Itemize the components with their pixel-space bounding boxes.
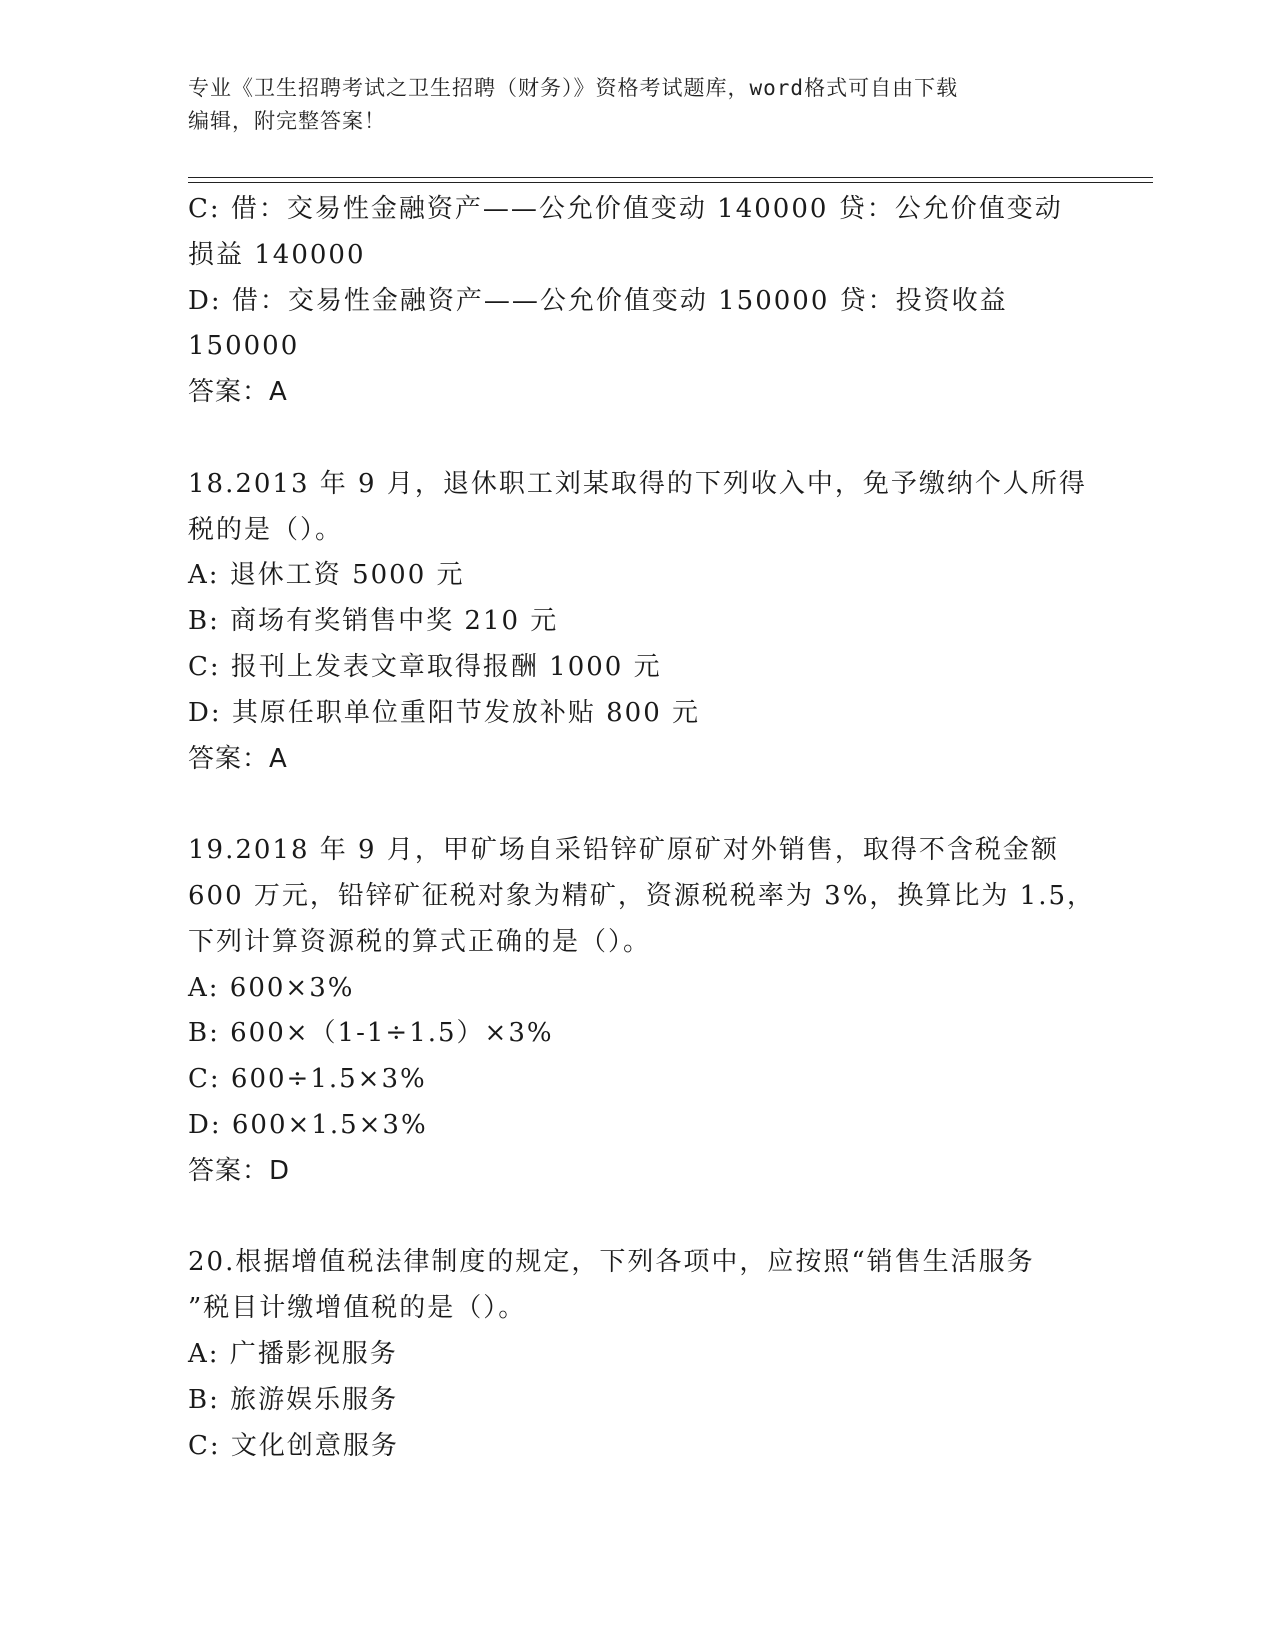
question-stem-line-2: 600 万元，铅锌矿征税对象为精矿，资源税税率为 3%，换算比为 1.5， [188,880,1096,911]
option-d-line-1: D: 借：交易性金融资产——公允价值变动 150000 贷：投资收益 [188,285,1008,316]
previous-question [188,187,1108,416]
option-a: A: 600×3% [188,972,355,1003]
spacer [188,1195,1108,1241]
option-a: A: 广播影视服务 [188,1338,398,1369]
option-d: D: 其原任职单位重阳节发放补贴 800 元 [188,697,701,728]
option-c-line-2: 损益 140000 [188,239,366,270]
spacer [188,416,1108,462]
header-divider-bottom [188,182,1153,183]
question-stem-line-2: ”税目计缴增值税的是（）。 [188,1293,527,1324]
answer-text: 答案：D [188,1155,291,1186]
header-divider-top [188,177,1153,178]
question-stem-line-3: 下列计算资源税的算式正确的是（）。 [188,926,652,957]
question-18 [188,462,1108,783]
question-19 [188,828,1108,1194]
question-stem-line-1: 19.2018 年 9 月，甲矿场自采铅锌矿原矿对外销售，取得不含税金额 [188,835,1059,866]
answer-text: 答案：A [188,743,288,774]
header-line-2: 编辑，附完整答案！ [188,109,386,133]
option-b: B: 商场有奖销售中奖 210 元 [188,606,559,637]
spacer [188,782,1108,828]
option-c-line-1: C: 借：交易性金融资产——公允价值变动 140000 贷：公允价值变动 [188,194,1063,224]
answer-text: 答案：A [188,377,288,408]
option-a: A: 退休工资 5000 元 [188,560,465,591]
option-d: D: 600×1.5×3% [188,1109,428,1140]
option-c: C: 文化创意服务 [188,1430,399,1461]
question-stem-line-1: 20.根据增值税法律制度的规定，下列各项中，应按照“销售生活服务 [188,1247,1035,1278]
document-header [188,72,1088,138]
option-c: C: 报刊上发表文章取得报酬 1000 元 [188,651,662,682]
question-content [188,187,1108,1469]
option-c: C: 600÷1.5×3% [188,1064,427,1095]
header-line-1: 专业《卫生招聘考试之卫生招聘（财务）》资格考试题库，word格式可自由下载 [188,76,959,100]
question-20 [188,1240,1108,1469]
question-stem-line-2: 税的是（）。 [188,514,344,545]
question-stem-line-1: 18.2013 年 9 月，退休职工刘某取得的下列收入中，免予缴纳个人所得 [188,468,1087,499]
option-b: B: 600×（1-1÷1.5）×3% [188,1018,554,1049]
option-d-line-2: 150000 [188,331,300,362]
option-b: B: 旅游娱乐服务 [188,1384,399,1415]
